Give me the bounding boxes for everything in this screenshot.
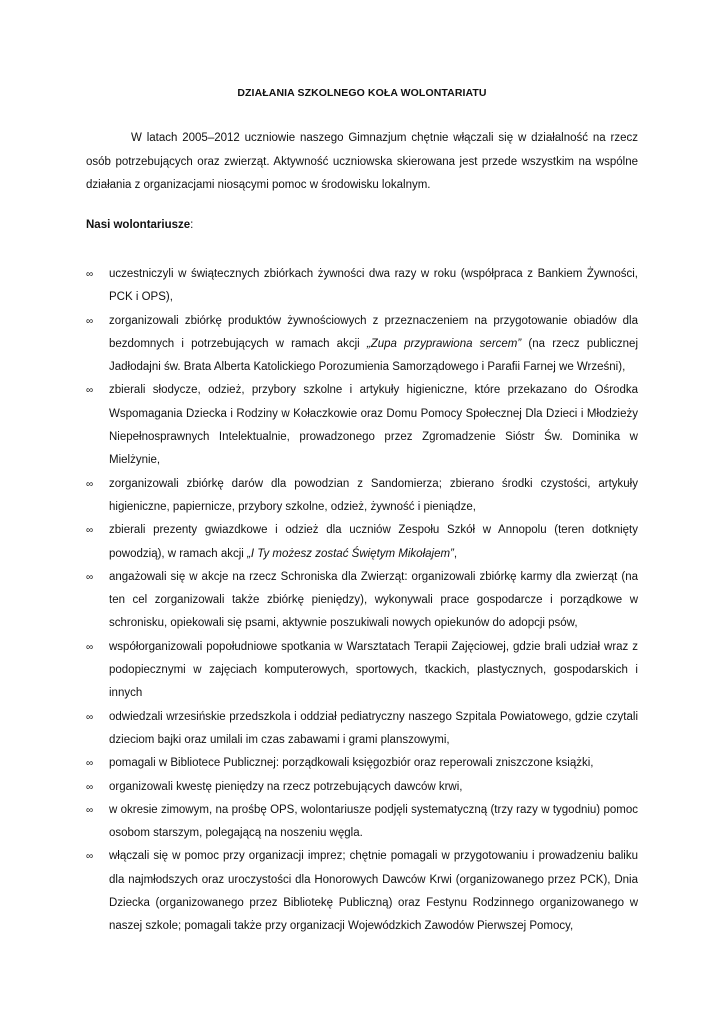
campaign-name: „Zupa przyprawiona sercem” <box>366 337 522 350</box>
item-text-continued: , <box>453 547 458 560</box>
infinity-bullet-icon: ∞ <box>86 385 94 397</box>
section-heading-colon: : <box>190 219 194 231</box>
list-item <box>86 310 638 380</box>
item-text: organizowali kwestę pieniędzy na rzecz potrzebujących dawców krwi, <box>109 780 463 793</box>
infinity-bullet-icon: ∞ <box>86 571 94 583</box>
item-text: zorganizowali zbiórkę darów dla powodzian z Sandomierza; zbierano środki czystości, artykuły higieniczne, papiernicze, przybory szkolne, odzież, żywność i pieniądze, <box>109 477 638 513</box>
infinity-bullet-icon: ∞ <box>86 851 94 863</box>
list-item <box>86 263 638 310</box>
item-text: odwiedzali wrzesińskie przedszkola i oddział pediatryczny naszego Szpitala Powiatowego, gdzie czytali dzieciom bajki oraz umilali im czas zabawami i grami planszowymi, <box>109 710 638 746</box>
item-text: w okresie zimowym, na prośbę OPS, wolontariusze podjęli systematyczną (trzy razy w tygodniu) pomoc osobom starszym, polegającą na noszeniu węgla. <box>109 803 638 840</box>
list-item <box>86 752 638 775</box>
list-item <box>86 473 638 520</box>
list-item <box>86 379 638 472</box>
section-heading-text: Nasi wolontariusze <box>86 219 191 231</box>
infinity-bullet-icon: ∞ <box>86 269 94 280</box>
item-text-continued: (na rzecz publicznej Jadłodajni św. Brata Alberta Katolickiego Porozumienia Samorządowego i Parafii Farnej we Wrześni), <box>109 337 639 374</box>
item-text: włączali się w pomoc przy organizacji imprez; chętnie pomagali w przygotowaniu i prowadzeniu baliku dla najmłodszych oraz uroczystości dla Honorowych Dawców Krwi (organizowanego przez PCK), Dnia Dziecka (organizowanego przez Bibliotekę Publiczną) oraz Festynu Rodzinnego organizowanego w naszej szkole; pomagali także przy organizacji Wojewódzkich Zawodów Pierwszej Pomocy, <box>109 850 638 933</box>
item-text: zorganizowali zbiórkę produktów żywnościowych z przeznaczeniem na przygotowanie obiadów dla bezdomnych i potrzebujących w ramach akcji <box>109 314 638 350</box>
item-text: współorganizowali popołudniowe spotkania w Warsztatach Terapii Zajęciowej, gdzie brali udział wraz z podopiecznymi w zajęciach komputerowych, sportowych, tkackich, plastycznych, gospodarskich i innych <box>109 640 638 700</box>
document-title: DZIAŁANIA SZKOLNEGO KOŁA WOLONTARIATU <box>237 87 487 99</box>
item-text: angażowali się w akcje na rzecz Schroniska dla Zwierząt: organizowali zbiórkę karmy dla zwierząt (na ten cel zorganizowali także zbiórkę pieniędzy), wykonywali prace gospodarcze i porządkowe w schronisku, opiekowali się psami, aktywnie poszukiwali nowych opiekunów do adopcji psów, <box>109 570 638 630</box>
item-text: uczestniczyli w świątecznych zbiórkach żywności dwa razy w roku (współpraca z Bankiem Żywności, PCK i OPS), <box>109 268 638 304</box>
campaign-name: „I Ty możesz zostać Świętym Mikołajem” <box>247 547 454 560</box>
infinity-bullet-icon: ∞ <box>86 478 94 490</box>
infinity-bullet-icon: ∞ <box>86 315 94 327</box>
intro-paragraph: W latach 2005–2012 uczniowie naszego Gimnazjum chętnie włączali się w działalność na rzecz osób potrzebujących oraz zwierząt. Aktywność uczniowska skierowana jest przede wszystkim na wspólne działania z organizacjami niosącymi pomoc w środowisku lokalnym. <box>86 132 638 191</box>
list-item <box>86 799 638 846</box>
list-item <box>86 566 638 636</box>
volunteer-activities-list <box>86 263 638 939</box>
infinity-bullet-icon: ∞ <box>86 711 94 723</box>
item-text: zbierali słodycze, odzież, przybory szkolne i artykuły higieniczne, które przekazano do Ośrodka Wspomagania Dziecka i Rodziny w Kołaczkowie oraz Domu Pomocy Społecznej Dla Dzieci i Młodzieży Niepełnosprawnych Intelektualnie, prowadzonego przez Zgromadzenie Sióstr Św. Dominika w Mielżynie, <box>109 384 638 467</box>
section-heading <box>86 219 193 231</box>
list-item <box>86 845 638 938</box>
list-item <box>86 636 638 706</box>
list-item <box>86 706 638 753</box>
list-item <box>86 519 638 566</box>
infinity-bullet-icon: ∞ <box>86 781 94 793</box>
item-text: pomagali w Bibliotece Publicznej: porządkowali księgozbiór oraz reperowali zniszczone książki, <box>109 757 594 770</box>
infinity-bullet-icon: ∞ <box>86 641 94 653</box>
infinity-bullet-icon: ∞ <box>86 758 94 770</box>
infinity-bullet-icon: ∞ <box>86 804 94 816</box>
infinity-bullet-icon: ∞ <box>86 525 94 537</box>
item-text: zbierali prezenty gwiazdkowe i odzież dla uczniów Zespołu Szkół w Annopolu (teren dotknięty powodzią), w ramach akcji <box>109 524 638 560</box>
list-item <box>86 776 638 799</box>
